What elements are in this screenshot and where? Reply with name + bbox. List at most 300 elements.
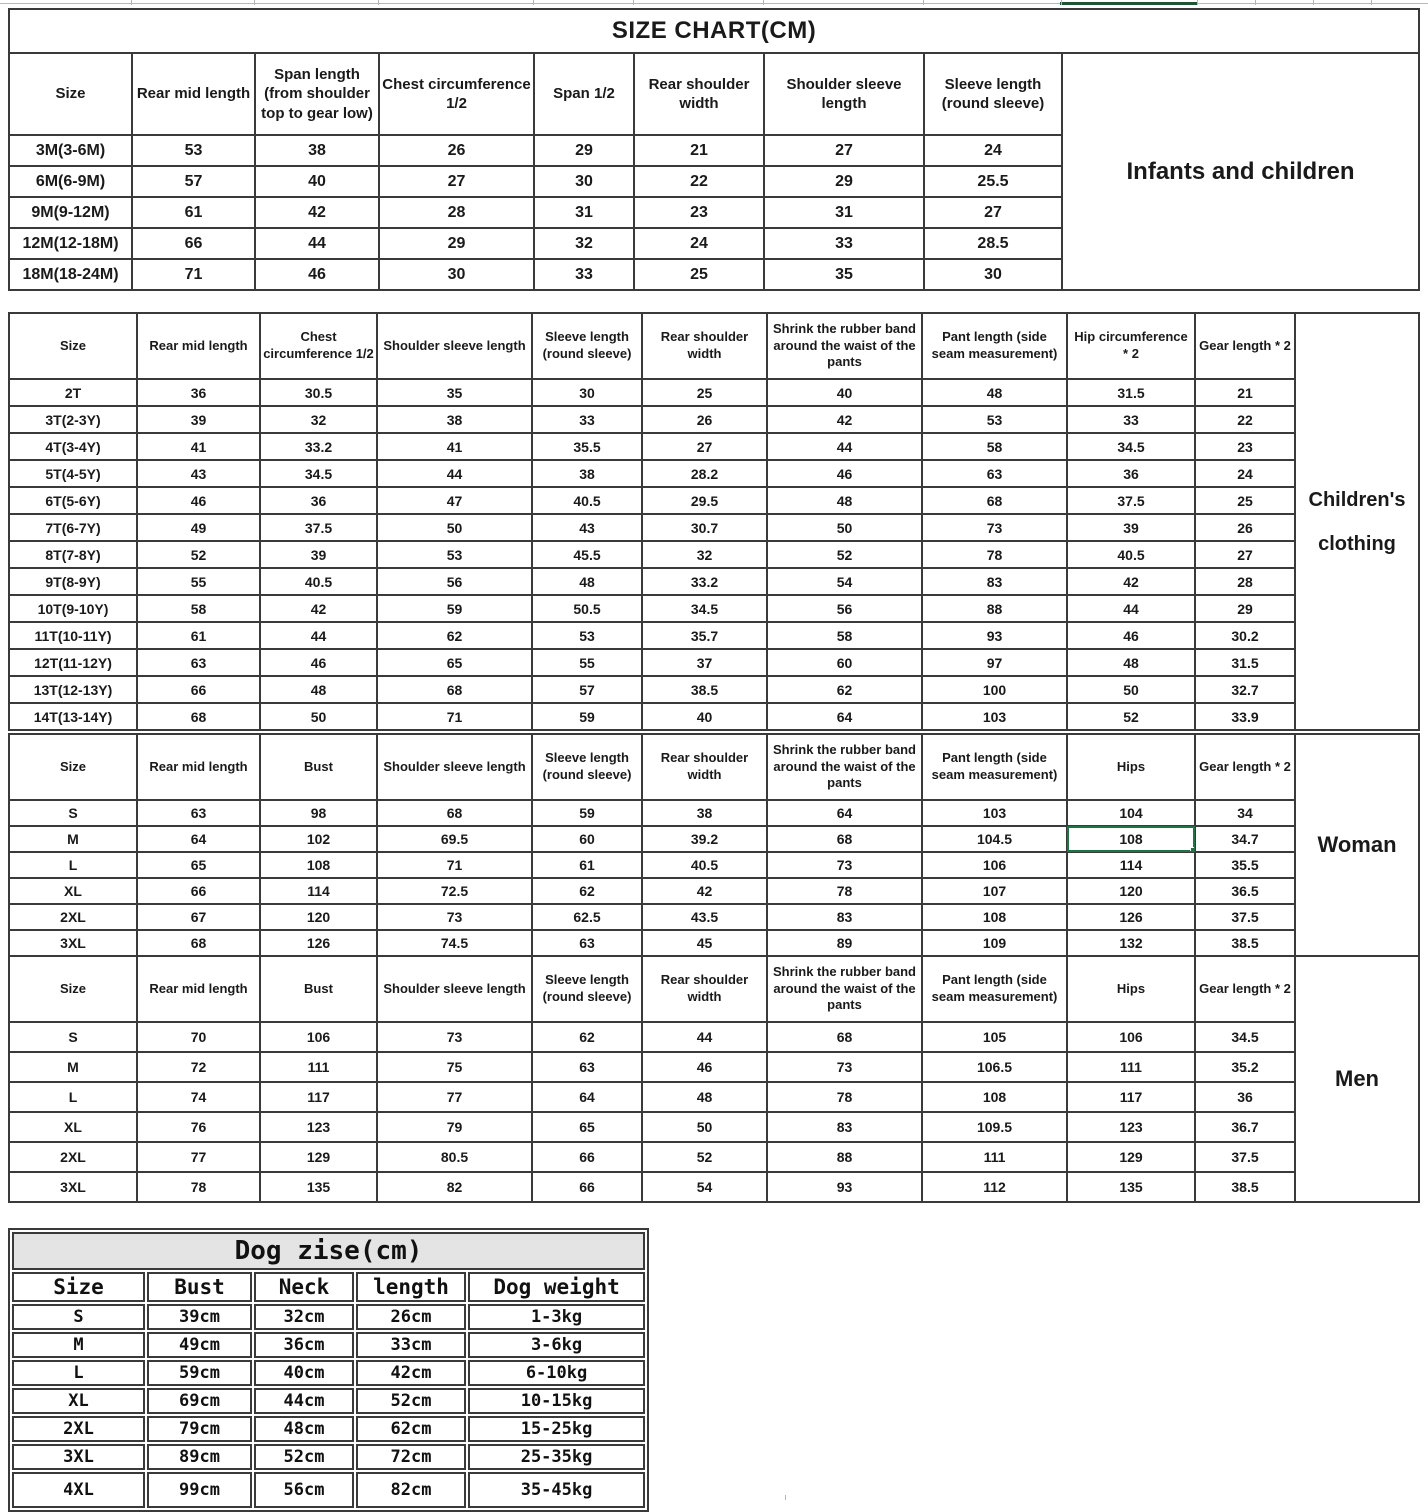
data-cell: 65	[532, 1112, 642, 1142]
row-size-cell: 2T	[9, 379, 137, 406]
data-cell: 68	[377, 800, 532, 826]
data-cell: 99cm	[147, 1472, 252, 1508]
row-size-cell: 9M(9-12M)	[9, 197, 132, 228]
data-cell: 42	[255, 197, 379, 228]
data-cell: 67	[137, 904, 260, 930]
data-cell: 33cm	[356, 1332, 466, 1358]
data-cell: 40cm	[254, 1360, 354, 1386]
gridline-tick	[533, 0, 534, 5]
data-cell: 33	[764, 228, 924, 259]
data-cell: 66	[132, 228, 255, 259]
data-cell: 64	[137, 826, 260, 852]
data-cell: 38	[377, 406, 532, 433]
data-cell: 35-45kg	[468, 1472, 645, 1508]
data-cell: 72cm	[356, 1444, 466, 1470]
data-cell: 102	[260, 826, 377, 852]
data-cell: 30	[379, 259, 534, 290]
column-header: Shoulder sleeve length	[377, 734, 532, 800]
row-size-cell: 5T(4-5Y)	[9, 460, 137, 487]
data-cell: 79cm	[147, 1416, 252, 1442]
data-cell: 28	[1195, 568, 1295, 595]
column-header: Sleeve length (round sleeve)	[924, 53, 1062, 135]
data-cell: 63	[532, 1052, 642, 1082]
column-header: Shrink the rubber band around the waist of the pants	[767, 956, 922, 1022]
column-header: Chest circumference 1/2	[260, 313, 377, 379]
data-cell: 68	[922, 487, 1067, 514]
data-cell: 59	[532, 800, 642, 826]
data-cell: 129	[260, 1142, 377, 1172]
data-cell: 56	[377, 568, 532, 595]
column-header: Rear shoulder width	[642, 956, 767, 1022]
data-cell: 31	[764, 197, 924, 228]
data-cell: 24	[924, 135, 1062, 166]
data-cell: 68	[377, 676, 532, 703]
data-cell: 80.5	[377, 1142, 532, 1172]
adults-size-table	[8, 733, 1420, 1203]
data-cell: 28	[379, 197, 534, 228]
data-cell: 120	[1067, 878, 1195, 904]
column-header: Rear mid length	[137, 734, 260, 800]
spreadsheet-gridline-top	[0, 3, 1428, 4]
data-cell: 108	[260, 852, 377, 878]
data-cell: 39	[260, 541, 377, 568]
data-cell: 89	[767, 930, 922, 956]
data-cell: 104.5	[922, 826, 1067, 852]
row-size-cell: XL	[12, 1388, 145, 1414]
data-cell: 39	[1067, 514, 1195, 541]
data-cell: 112	[922, 1172, 1067, 1202]
data-cell: 34.7	[1195, 826, 1295, 852]
data-cell: 22	[634, 166, 764, 197]
data-cell: 31	[534, 197, 634, 228]
row-size-cell: 4T(3-4Y)	[9, 433, 137, 460]
data-cell: 66	[137, 878, 260, 904]
data-cell: 34.5	[642, 595, 767, 622]
data-cell: 34.5	[1195, 1022, 1295, 1052]
data-cell: 46	[1067, 622, 1195, 649]
column-header: Rear shoulder width	[642, 313, 767, 379]
data-cell: 27	[764, 135, 924, 166]
row-size-cell: S	[12, 1304, 145, 1330]
data-cell: 21	[1195, 379, 1295, 406]
data-cell: 26	[642, 406, 767, 433]
data-cell: 44	[767, 433, 922, 460]
data-cell: 45.5	[532, 541, 642, 568]
data-cell: 30.2	[1195, 622, 1295, 649]
data-cell: 58	[922, 433, 1067, 460]
data-cell: 43	[532, 514, 642, 541]
row-size-cell: 3XL	[12, 1444, 145, 1470]
column-header: Gear length * 2	[1195, 734, 1295, 800]
data-cell: 52	[642, 1142, 767, 1172]
data-cell: 29.5	[642, 487, 767, 514]
column-header: Hips	[1067, 956, 1195, 1022]
data-cell: 77	[377, 1082, 532, 1112]
gridline-tick	[763, 0, 764, 5]
row-size-cell: M	[12, 1332, 145, 1358]
data-cell: 56cm	[254, 1472, 354, 1508]
data-cell: 126	[1067, 904, 1195, 930]
data-cell: 35.5	[532, 433, 642, 460]
data-cell: 32	[260, 406, 377, 433]
data-cell: 114	[260, 878, 377, 904]
data-cell: 50	[377, 514, 532, 541]
column-header: Size	[9, 956, 137, 1022]
data-cell: 35.5	[1195, 852, 1295, 878]
row-size-cell: L	[12, 1360, 145, 1386]
data-cell: 32	[642, 541, 767, 568]
data-cell: 55	[137, 568, 260, 595]
data-cell: 65	[377, 649, 532, 676]
data-cell: 78	[767, 878, 922, 904]
data-cell: 41	[377, 433, 532, 460]
data-cell: 53	[377, 541, 532, 568]
gridline-tick	[254, 0, 255, 5]
data-cell: 44	[377, 460, 532, 487]
data-cell: 32cm	[254, 1304, 354, 1330]
row-size-cell: 18M(18-24M)	[9, 259, 132, 290]
children-section-label: Children's clothing	[1295, 313, 1419, 730]
data-cell: 26cm	[356, 1304, 466, 1330]
data-cell: 40	[642, 703, 767, 730]
data-cell: 53	[132, 135, 255, 166]
row-size-cell: 2XL	[9, 1142, 137, 1172]
column-header: Rear shoulder width	[642, 734, 767, 800]
data-cell: 57	[132, 166, 255, 197]
data-cell: 40	[255, 166, 379, 197]
data-cell: 43.5	[642, 904, 767, 930]
data-cell: 26	[379, 135, 534, 166]
data-cell: 39cm	[147, 1304, 252, 1330]
data-cell: 58	[137, 595, 260, 622]
data-cell: 54	[767, 568, 922, 595]
data-cell: 38	[255, 135, 379, 166]
data-cell: 33.2	[642, 568, 767, 595]
column-header: Bust	[260, 734, 377, 800]
data-cell: 106	[1067, 1022, 1195, 1052]
data-cell: 38.5	[1195, 1172, 1295, 1202]
data-cell: 50	[260, 703, 377, 730]
data-cell: 123	[1067, 1112, 1195, 1142]
data-cell: 36	[137, 379, 260, 406]
data-cell: 106	[922, 852, 1067, 878]
gridline-tick	[1255, 0, 1256, 5]
data-cell: 42	[260, 595, 377, 622]
column-header: Chest circumference 1/2	[379, 53, 534, 135]
data-cell: 33	[532, 406, 642, 433]
data-cell: 29	[764, 166, 924, 197]
data-cell: 63	[137, 649, 260, 676]
gridline-tick	[1313, 0, 1314, 5]
selection-column-indicator	[1060, 2, 1197, 5]
data-cell: 35	[377, 379, 532, 406]
data-cell: 48cm	[254, 1416, 354, 1442]
column-header: Size	[12, 1272, 145, 1302]
row-size-cell: L	[9, 852, 137, 878]
data-cell: 62	[377, 622, 532, 649]
gridline-tick	[1371, 0, 1372, 5]
gridline-tick	[633, 0, 634, 5]
data-cell: 50	[767, 514, 922, 541]
data-cell: 103	[922, 703, 1067, 730]
column-header: Size	[9, 734, 137, 800]
data-cell: 37.5	[1195, 904, 1295, 930]
data-cell: 36	[1195, 1082, 1295, 1112]
data-cell: 24	[1195, 460, 1295, 487]
data-cell: 54	[642, 1172, 767, 1202]
data-cell: 42	[767, 406, 922, 433]
data-cell: 73	[377, 904, 532, 930]
data-cell: 117	[1067, 1082, 1195, 1112]
data-cell: 42	[1067, 568, 1195, 595]
data-cell: 62	[767, 676, 922, 703]
data-cell: 50	[1067, 676, 1195, 703]
data-cell: 21	[634, 135, 764, 166]
data-cell: 62	[532, 878, 642, 904]
data-cell: 33.2	[260, 433, 377, 460]
data-cell: 42cm	[356, 1360, 466, 1386]
data-cell: 46	[260, 649, 377, 676]
row-size-cell: XL	[9, 878, 137, 904]
data-cell: 32	[534, 228, 634, 259]
data-cell: 68	[767, 1022, 922, 1052]
data-cell: 40.5	[532, 487, 642, 514]
data-cell: 49cm	[147, 1332, 252, 1358]
data-cell: 43	[137, 460, 260, 487]
data-cell: 48	[532, 568, 642, 595]
data-cell: 29	[1195, 595, 1295, 622]
data-cell: 42	[642, 878, 767, 904]
data-cell: 59	[377, 595, 532, 622]
column-header: Span 1/2	[534, 53, 634, 135]
data-cell: 39	[137, 406, 260, 433]
data-cell: 61	[532, 852, 642, 878]
column-header: Dog weight	[468, 1272, 645, 1302]
column-header: Hip circumference * 2	[1067, 313, 1195, 379]
data-cell: 30	[924, 259, 1062, 290]
data-cell: 29	[534, 135, 634, 166]
data-cell: 83	[922, 568, 1067, 595]
data-cell: 63	[532, 930, 642, 956]
data-cell: 37.5	[1067, 487, 1195, 514]
data-cell: 108	[922, 904, 1067, 930]
data-cell: 82cm	[356, 1472, 466, 1508]
data-cell: 83	[767, 904, 922, 930]
data-cell: 52	[767, 541, 922, 568]
data-cell: 89cm	[147, 1444, 252, 1470]
data-cell: 107	[922, 878, 1067, 904]
column-header: Shoulder sleeve length	[377, 956, 532, 1022]
column-header: Gear length * 2	[1195, 956, 1295, 1022]
column-header: Sleeve length (round sleeve)	[532, 734, 642, 800]
data-cell: 109.5	[922, 1112, 1067, 1142]
data-cell: 66	[137, 676, 260, 703]
data-cell: 105	[922, 1022, 1067, 1052]
row-size-cell: 3XL	[9, 1172, 137, 1202]
data-cell: 25	[642, 379, 767, 406]
data-cell: 59	[532, 703, 642, 730]
data-cell: 62.5	[532, 904, 642, 930]
data-cell: 46	[255, 259, 379, 290]
data-cell: 48	[767, 487, 922, 514]
data-cell: 60	[767, 649, 922, 676]
data-cell: 40.5	[1067, 541, 1195, 568]
data-cell: 104	[1067, 800, 1195, 826]
data-cell: 75	[377, 1052, 532, 1082]
data-cell: 50	[642, 1112, 767, 1142]
data-cell: 10-15kg	[468, 1388, 645, 1414]
data-cell: 25-35kg	[468, 1444, 645, 1470]
data-cell: 78	[922, 541, 1067, 568]
row-size-cell: S	[9, 1022, 137, 1052]
data-cell: 31.5	[1195, 649, 1295, 676]
data-cell: 26	[1195, 514, 1295, 541]
children-size-table	[8, 312, 1420, 731]
data-cell: 61	[132, 197, 255, 228]
row-size-cell: M	[9, 1052, 137, 1082]
data-cell: 66	[532, 1142, 642, 1172]
row-size-cell: 12M(12-18M)	[9, 228, 132, 259]
data-cell: 108	[922, 1082, 1067, 1112]
data-cell: 39.2	[642, 826, 767, 852]
data-cell: 6-10kg	[468, 1360, 645, 1386]
dog-size-table	[8, 1228, 649, 1512]
men-section-label: Men	[1295, 956, 1419, 1202]
data-cell: 100	[922, 676, 1067, 703]
data-cell: 30	[532, 379, 642, 406]
data-cell: 53	[922, 406, 1067, 433]
data-cell: 72.5	[377, 878, 532, 904]
column-header: length	[356, 1272, 466, 1302]
data-cell: 33.9	[1195, 703, 1295, 730]
infants-section-label: Infants and children	[1062, 53, 1419, 290]
data-cell: 109	[922, 930, 1067, 956]
data-cell: 78	[137, 1172, 260, 1202]
column-header: Bust	[147, 1272, 252, 1302]
data-cell: 24	[634, 228, 764, 259]
data-cell: 57	[532, 676, 642, 703]
data-cell: 33	[534, 259, 634, 290]
data-cell: 88	[767, 1142, 922, 1172]
data-cell: 106	[260, 1022, 377, 1052]
row-size-cell: 4XL	[12, 1472, 145, 1508]
data-cell: 69cm	[147, 1388, 252, 1414]
data-cell: 48	[642, 1082, 767, 1112]
gridline-tick	[1061, 0, 1062, 5]
data-cell: 78	[767, 1082, 922, 1112]
data-cell: 103	[922, 800, 1067, 826]
column-header: Rear mid length	[137, 313, 260, 379]
data-cell: 52cm	[356, 1388, 466, 1414]
data-cell: 22	[1195, 406, 1295, 433]
data-cell: 114	[1067, 852, 1195, 878]
data-cell: 63	[137, 800, 260, 826]
data-cell: 62	[532, 1022, 642, 1052]
row-size-cell: 2XL	[9, 904, 137, 930]
data-cell: 98	[260, 800, 377, 826]
data-cell: 72	[137, 1052, 260, 1082]
column-header: Shrink the rubber band around the waist of the pants	[767, 313, 922, 379]
data-cell: 40.5	[260, 568, 377, 595]
data-cell: 126	[260, 930, 377, 956]
column-header: Neck	[254, 1272, 354, 1302]
data-cell: 34.5	[1067, 433, 1195, 460]
data-cell: 50.5	[532, 595, 642, 622]
row-size-cell: 3T(2-3Y)	[9, 406, 137, 433]
row-size-cell: 6T(5-6Y)	[9, 487, 137, 514]
data-cell: 135	[1067, 1172, 1195, 1202]
data-cell: 74	[137, 1082, 260, 1112]
data-cell: 58	[767, 622, 922, 649]
data-cell: 38.5	[1195, 930, 1295, 956]
data-cell: 66	[532, 1172, 642, 1202]
data-cell: 106.5	[922, 1052, 1067, 1082]
data-cell: 37.5	[260, 514, 377, 541]
data-cell: 36	[1067, 460, 1195, 487]
data-cell: 135	[260, 1172, 377, 1202]
data-cell: 1-3kg	[468, 1304, 645, 1330]
data-cell: 82	[377, 1172, 532, 1202]
data-cell: 36	[260, 487, 377, 514]
data-cell: 27	[642, 433, 767, 460]
data-cell: 56	[767, 595, 922, 622]
row-size-cell: 7T(6-7Y)	[9, 514, 137, 541]
data-cell: 28.2	[642, 460, 767, 487]
data-cell: 44	[255, 228, 379, 259]
data-cell: 33	[1067, 406, 1195, 433]
data-cell: 25	[634, 259, 764, 290]
data-cell: 61	[137, 622, 260, 649]
data-cell: 27	[924, 197, 1062, 228]
data-cell: 47	[377, 487, 532, 514]
row-size-cell: 14T(13-14Y)	[9, 703, 137, 730]
data-cell: 120	[260, 904, 377, 930]
data-cell: 36.7	[1195, 1112, 1295, 1142]
data-cell: 30.5	[260, 379, 377, 406]
data-cell: 23	[1195, 433, 1295, 460]
data-cell: 64	[767, 703, 922, 730]
data-cell: 27	[1195, 541, 1295, 568]
data-cell: 36.5	[1195, 878, 1295, 904]
column-header: Sleeve length (round sleeve)	[532, 956, 642, 1022]
row-size-cell: 12T(11-12Y)	[9, 649, 137, 676]
data-cell: 123	[260, 1112, 377, 1142]
data-cell: 40	[767, 379, 922, 406]
data-cell: 38	[532, 460, 642, 487]
column-header: Size	[9, 53, 132, 135]
data-cell: 40.5	[642, 852, 767, 878]
row-size-cell: 2XL	[12, 1416, 145, 1442]
data-cell: 52cm	[254, 1444, 354, 1470]
gridline-tick	[785, 1495, 786, 1500]
data-cell: 83	[767, 1112, 922, 1142]
data-cell: 23	[634, 197, 764, 228]
row-size-cell: 9T(8-9Y)	[9, 568, 137, 595]
column-header: Rear mid length	[132, 53, 255, 135]
column-header: Hips	[1067, 734, 1195, 800]
data-cell: 45	[642, 930, 767, 956]
data-cell: 111	[260, 1052, 377, 1082]
gridline-tick	[923, 0, 924, 5]
data-cell: 97	[922, 649, 1067, 676]
data-cell: 53	[532, 622, 642, 649]
data-cell: 76	[137, 1112, 260, 1142]
column-header: Pant length (side seam measurement)	[922, 313, 1067, 379]
data-cell: 64	[767, 800, 922, 826]
column-header: Pant length (side seam measurement)	[922, 956, 1067, 1022]
data-cell: 30	[534, 166, 634, 197]
selected-cell[interactable]: 108	[1067, 826, 1195, 852]
